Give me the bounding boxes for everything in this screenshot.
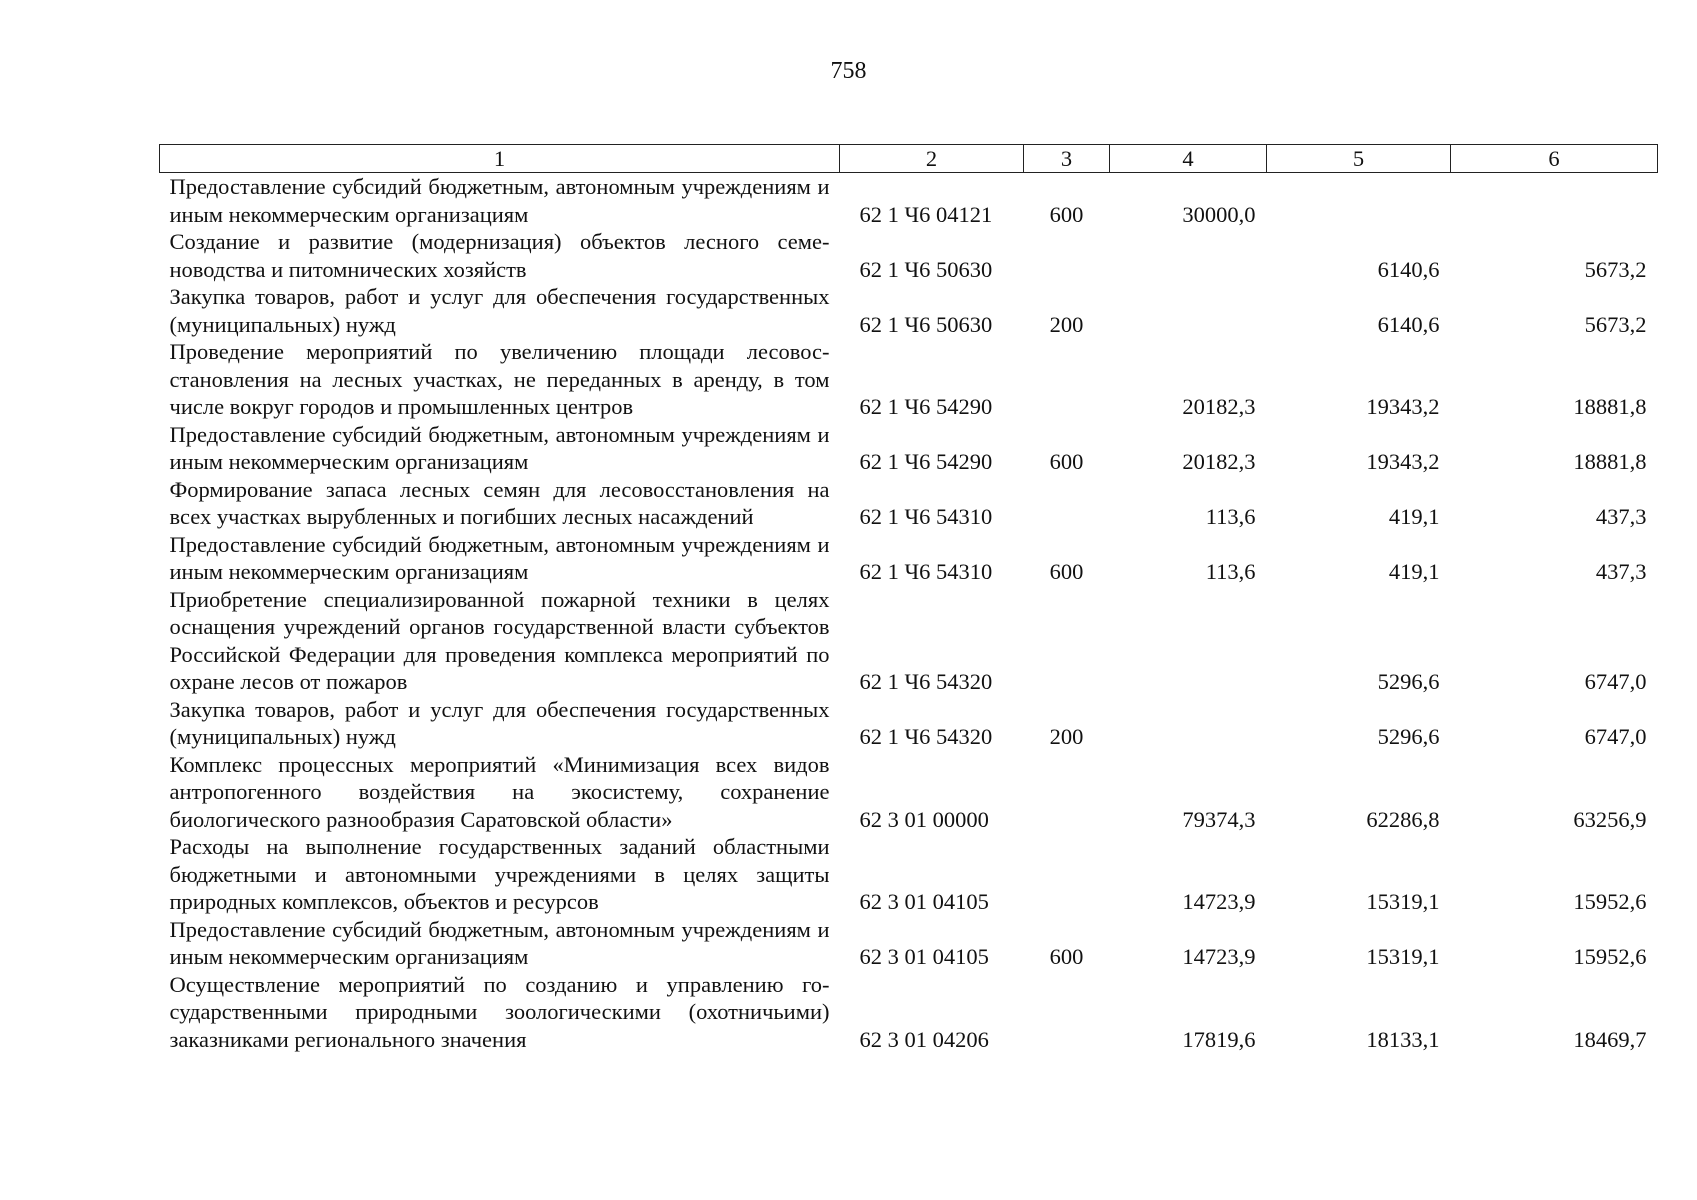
target-code: 62 3 01 04206	[859, 1026, 989, 1052]
item-name: Предоставление субсидий бюджетным, автономным учреждениям и иным некоммерческим организациям	[169, 421, 830, 474]
target-code: 62 1 Ч6 54310	[859, 559, 993, 584]
table-header	[160, 145, 1658, 173]
amount-col5	[1267, 173, 1451, 229]
amount-col4: 14723,9	[1182, 889, 1256, 914]
expense-type-code	[1024, 586, 1110, 696]
expense-type-code	[1024, 338, 1110, 421]
column-header-1: 1	[160, 145, 840, 173]
target-code: 62 1 Ч6 54320	[859, 669, 993, 694]
amount-col5: 5296,6	[1377, 669, 1440, 694]
table-row	[160, 531, 1658, 586]
column-header-2: 2	[840, 145, 1024, 173]
table-row	[160, 338, 1658, 421]
target-code: 62 1 Ч6 54310	[859, 504, 993, 529]
column-header-6: 6	[1451, 145, 1658, 173]
item-name: Расходы на выполнение государственных заданий областными бюджетными и автономными учреждениями в целях защиты природных комплексов, объектов и ресурсов	[169, 834, 830, 914]
table-row	[160, 696, 1658, 751]
column-header-4: 4	[1110, 145, 1267, 173]
item-name: Проведение мероприятий по увеличению площади лесовосстановления на лесных участках, не переданных в аренду, в том числе вокруг городов и промышленных центров	[169, 339, 830, 419]
amount-col4: 17819,6	[1182, 1026, 1256, 1052]
amount-col5: 419,1	[1388, 559, 1440, 584]
amount-col6: 6747,0	[1584, 669, 1647, 694]
expense-type-code: 200	[1049, 311, 1084, 337]
budget-table	[159, 144, 1658, 1053]
column-header-5: 5	[1267, 145, 1451, 173]
amount-col4: 113,6	[1205, 504, 1256, 529]
target-code: 62 3 01 04105	[859, 889, 989, 914]
expense-type-code: 600	[1049, 559, 1084, 584]
expense-type-code	[1024, 971, 1110, 1054]
table-row	[160, 421, 1658, 476]
amount-col4	[1110, 283, 1267, 338]
amount-col5: 5296,6	[1377, 724, 1440, 749]
item-name: Предоставление субсидий бюджетным, автономным учреждениям и иным некоммерческим организациям	[169, 916, 830, 969]
table-row	[160, 476, 1658, 531]
expense-type-code	[1024, 833, 1110, 916]
amount-col4	[1110, 586, 1267, 696]
table-body	[160, 173, 1658, 1054]
amount-col4: 20182,3	[1182, 449, 1256, 474]
amount-col4: 14723,9	[1182, 944, 1256, 969]
item-name: Комплекс процессных мероприятий «Минимизация всех видов антропогенного воздействия на экосистему, сохранение биологического разнообразия Саратовской области»	[169, 751, 830, 832]
amount-col5: 18133,1	[1366, 1026, 1440, 1052]
target-code: 62 1 Ч6 54320	[859, 724, 993, 749]
amount-col6: 18469,7	[1573, 1026, 1647, 1052]
table-row	[160, 833, 1658, 916]
item-name: Создание и развитие (модернизация) объектов лесного семеноводства и питомнических хозяйств	[169, 229, 830, 282]
amount-col6: 6747,0	[1584, 724, 1647, 749]
amount-col6: 15952,6	[1573, 944, 1647, 969]
amount-col6: 5673,2	[1584, 256, 1647, 282]
target-code: 62 1 Ч6 54290	[859, 449, 993, 474]
amount-col6: 18881,8	[1573, 449, 1647, 474]
expense-type-code	[1024, 751, 1110, 834]
item-name: Осуществление мероприятий по созданию и управлению государственными природными зоологическими (охотничьими) заказниками регионального значения	[169, 971, 830, 1052]
amount-col6: 15952,6	[1573, 889, 1647, 914]
amount-col5: 15319,1	[1366, 944, 1440, 969]
table-row	[160, 586, 1658, 696]
expense-type-code	[1024, 476, 1110, 531]
expense-type-code: 600	[1049, 449, 1084, 474]
header-row	[160, 145, 1658, 173]
target-code: 62 1 Ч6 50630	[859, 256, 993, 282]
expense-type-code: 200	[1049, 724, 1084, 749]
item-name: Приобретение специализированной пожарной техники в целях оснащения учреждений органов государственной власти субъектов Российской Федерации для проведения комплекса мероприятий по охране лесов от пожаров	[169, 586, 830, 694]
amount-col5: 6140,6	[1377, 256, 1440, 282]
item-name: Предоставление субсидий бюджетным, автономным учреждениям и иным некоммерческим организациям	[169, 174, 830, 227]
column-header-3: 3	[1024, 145, 1110, 173]
item-name: Закупка товаров, работ и услуг для обеспечения государственных (муниципальных) нужд	[169, 696, 830, 749]
amount-col4: 79374,3	[1182, 806, 1256, 832]
table-row	[160, 283, 1658, 338]
table-row	[160, 228, 1658, 283]
amount-col6: 63256,9	[1573, 806, 1647, 832]
amount-col5: 62286,8	[1366, 806, 1440, 832]
table-row	[160, 971, 1658, 1054]
item-name: Формирование запаса лесных семян для лесовосстановления на всех участках вырубленных и погибших лесных насаждений	[169, 476, 830, 529]
amount-col6: 18881,8	[1573, 394, 1647, 419]
amount-col6: 437,3	[1595, 559, 1647, 584]
target-code: 62 1 Ч6 54290	[859, 394, 993, 419]
target-code: 62 1 Ч6 04121	[859, 201, 993, 227]
expense-type-code: 600	[1049, 201, 1084, 227]
target-code: 62 3 01 04105	[859, 944, 989, 969]
item-name: Предоставление субсидий бюджетным, автономным учреждениям и иным некоммерческим организациям	[169, 531, 830, 584]
amount-col5: 6140,6	[1377, 311, 1440, 337]
amount-col4: 20182,3	[1182, 394, 1256, 419]
expense-type-code	[1024, 228, 1110, 283]
amount-col5: 19343,2	[1366, 394, 1440, 419]
expense-type-code: 600	[1049, 944, 1084, 969]
target-code: 62 3 01 00000	[859, 806, 989, 832]
page-number: 758	[830, 58, 867, 84]
amount-col6: 5673,2	[1584, 311, 1647, 337]
amount-col4: 30000,0	[1182, 201, 1256, 227]
amount-col5: 19343,2	[1366, 449, 1440, 474]
target-code: 62 1 Ч6 50630	[859, 311, 993, 337]
amount-col6: 437,3	[1595, 504, 1647, 529]
table-row	[160, 751, 1658, 834]
amount-col5: 15319,1	[1366, 889, 1440, 914]
table-row	[160, 916, 1658, 971]
amount-col6	[1451, 173, 1658, 229]
amount-col4: 113,6	[1205, 559, 1256, 584]
amount-col4	[1110, 228, 1267, 283]
item-name: Закупка товаров, работ и услуг для обеспечения государственных (муниципальных) нужд	[169, 284, 830, 337]
amount-col4	[1110, 696, 1267, 751]
amount-col5: 419,1	[1388, 504, 1440, 529]
table-row	[160, 173, 1658, 229]
